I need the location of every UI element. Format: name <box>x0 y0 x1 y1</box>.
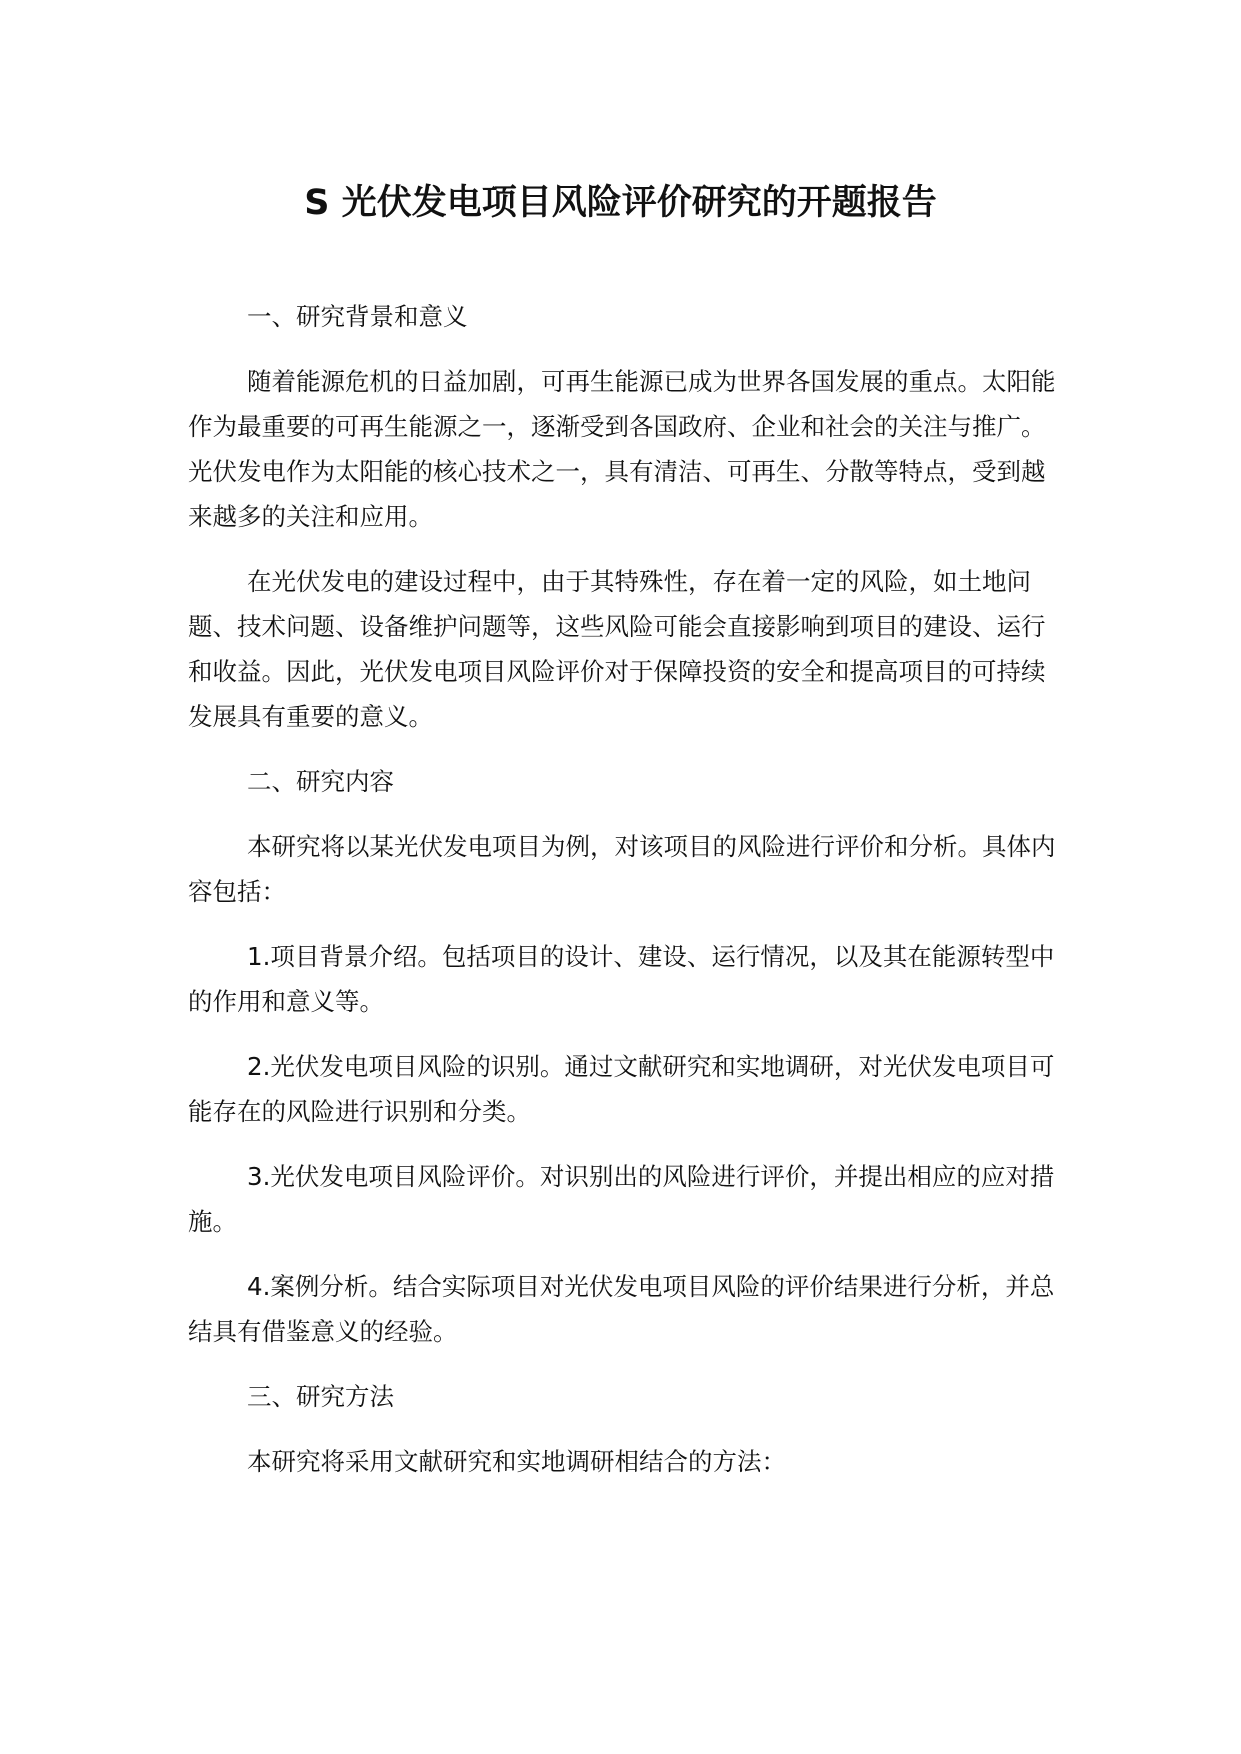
section-heading-method: 三、研究方法 <box>247 1382 394 1411</box>
paragraph-method-intro: 本研究将采用文献研究和实地调研相结合的方法： <box>247 1447 786 1476</box>
section-heading-background: 一、研究背景和意义 <box>247 302 468 331</box>
section-heading-content: 二、研究内容 <box>247 767 394 796</box>
paragraph-content-intro: 本研究将以某光伏发电项目为例，对该项目的风险进行评价和分析。具体内容包括： <box>188 832 1056 906</box>
paragraph-background-2: 在光伏发电的建设过程中，由于其特殊性，存在着一定的风险，如土地问题、技术问题、设备维护问题等，这些风险可能会直接影响到项目的建设、运行和收益。因此，光伏发电项目风险评价对于保障投资的安全和提高项目的可持续发展具有重要的意义。 <box>188 567 1046 731</box>
paragraph-content-item-1: 1.项目背景介绍。包括项目的设计、建设、运行情况，以及其在能源转型中的作用和意义等。 <box>188 942 1055 1016</box>
document-title: S 光伏发电项目风险评价研究的开题报告 <box>304 183 937 223</box>
paragraph-content-item-2: 2.光伏发电项目风险的识别。通过文献研究和实地调研，对光伏发电项目可能存在的风险进行识别和分类。 <box>188 1052 1055 1126</box>
paragraph-background-1: 随着能源危机的日益加剧，可再生能源已成为世界各国发展的重点。太阳能作为最重要的可再生能源之一，逐渐受到各国政府、企业和社会的关注与推广。光伏发电作为太阳能的核心技术之一，具有清洁、可再生、分散等特点，受到越来越多的关注和应用。 <box>188 367 1056 531</box>
document-body <box>188 294 1068 1504</box>
paragraph-content-item-4: 4.案例分析。结合实际项目对光伏发电项目风险的评价结果进行分析，并总结具有借鉴意义的经验。 <box>188 1272 1055 1346</box>
paragraph-content-item-3: 3.光伏发电项目风险评价。对识别出的风险进行评价，并提出相应的应对措施。 <box>188 1162 1055 1236</box>
